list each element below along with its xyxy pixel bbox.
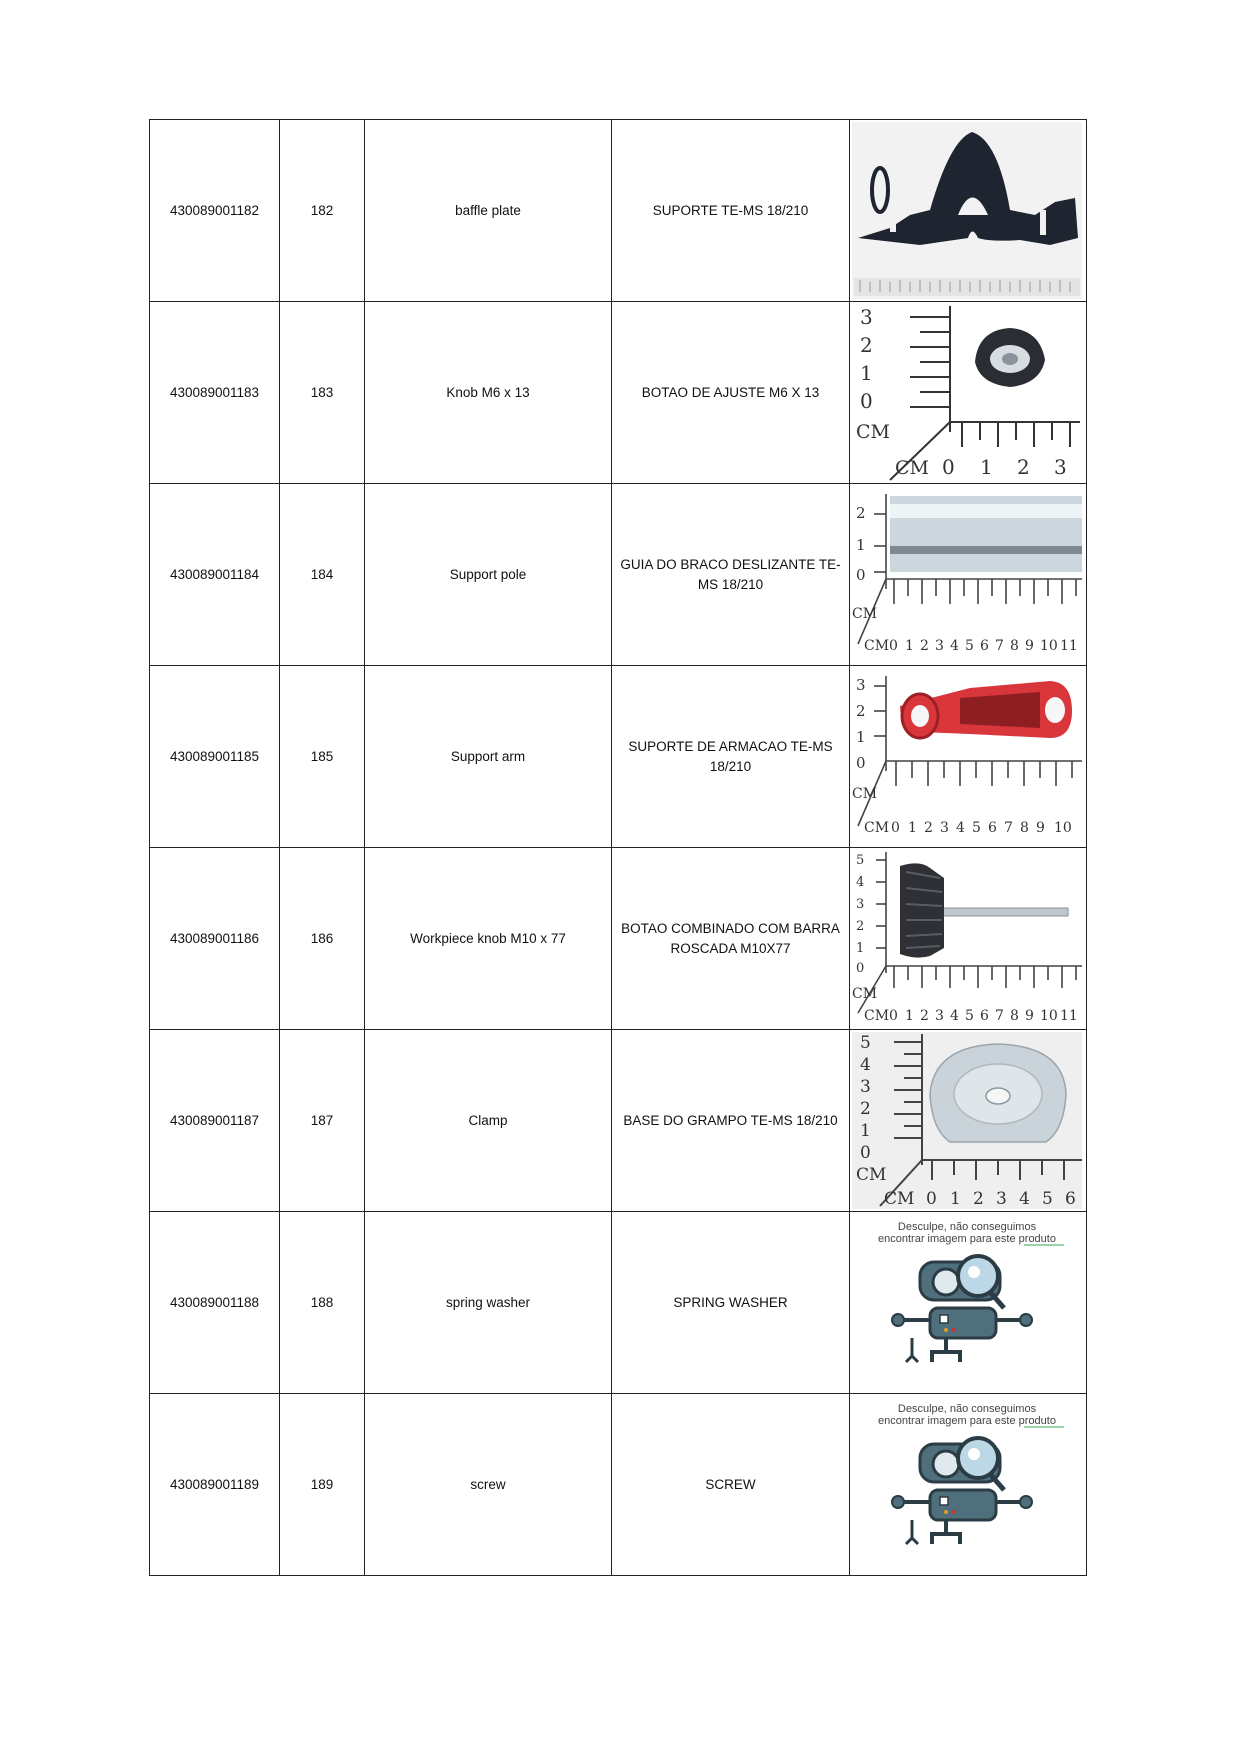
ruler-y-label: 1 [860, 1121, 871, 1141]
ruler-unit: CM [864, 638, 890, 654]
part-code: 430089001187 [150, 1030, 280, 1212]
part-name-pt: GUIA DO BRACO DESLIZANTE TE-MS 18/210 [612, 484, 850, 666]
part-name-pt: BOTAO DE AJUSTE M6 X 13 [612, 302, 850, 484]
ruler-x-label: 3 [935, 638, 944, 654]
ruler-x-label: 0 [942, 455, 955, 479]
ruler-y-label: 3 [860, 305, 873, 329]
ruler-y-label: 0 [856, 961, 865, 976]
ruler-x-label: 5 [972, 820, 981, 836]
ruler-x-label: 5 [1042, 1189, 1053, 1209]
ruler-x-label: 7 [995, 638, 1004, 654]
part-number: 189 [280, 1394, 365, 1576]
part-code: 430089001183 [150, 302, 280, 484]
ruler-unit: CM [895, 457, 929, 479]
part-name-pt: SUPORTE TE-MS 18/210 [612, 120, 850, 302]
ruler-x-label: 0 [926, 1189, 937, 1209]
ruler-y-label: 0 [860, 389, 873, 413]
part-image-cell [850, 848, 1087, 1030]
ruler-unit: CM [884, 1189, 915, 1209]
part-name-pt: SCREW [612, 1394, 850, 1576]
ruler-x-label: 1 [980, 455, 993, 479]
part-number: 183 [280, 302, 365, 484]
part-name-en: Clamp [365, 1030, 612, 1212]
part-code: 430089001184 [150, 484, 280, 666]
ruler-y-label: 0 [860, 1143, 871, 1163]
ruler-x-label: 5 [965, 638, 974, 654]
ruler-y-label: 1 [856, 536, 866, 554]
part-code: 430089001186 [150, 848, 280, 1030]
part-number: 182 [280, 120, 365, 302]
table-row [150, 1030, 1087, 1212]
support-pole-photo [850, 484, 1084, 665]
ruler-y-label: 4 [860, 1055, 871, 1075]
ruler-x-label: 5 [965, 1008, 974, 1024]
support-arm-photo [850, 666, 1084, 847]
ruler-x-label: 9 [1036, 820, 1045, 836]
clamp-photo [850, 1030, 1084, 1211]
part-number: 185 [280, 666, 365, 848]
ruler-x-label: 10 [1054, 820, 1072, 836]
ruler-x-label: 3 [935, 1008, 944, 1024]
ruler-y-label: 1 [860, 361, 873, 385]
table-row [150, 120, 1087, 302]
part-number: 184 [280, 484, 365, 666]
ruler-y-label: 2 [860, 333, 873, 357]
ruler-unit: CM [864, 1008, 890, 1024]
ruler-x-label: 9 [1025, 638, 1034, 654]
ruler-x-label: 2 [920, 1008, 929, 1024]
part-name-en: Support arm [365, 666, 612, 848]
ruler-x-label: 7 [995, 1008, 1004, 1024]
ruler-x-label: 3 [996, 1189, 1007, 1209]
no-image-placeholder [850, 1212, 1084, 1393]
ruler-y-label: 0 [856, 566, 866, 584]
ruler-x-label: 2 [973, 1189, 984, 1209]
part-image-cell [850, 1030, 1087, 1212]
ruler-y-label: 2 [856, 702, 866, 720]
part-code: 430089001189 [150, 1394, 280, 1576]
parts-table [149, 119, 1087, 1576]
ruler-x-label: 6 [980, 638, 989, 654]
ruler-x-label: 10 [1040, 638, 1058, 654]
ruler-x-label: 0 [889, 1008, 898, 1024]
table-row [150, 848, 1087, 1030]
ruler-y-label: 4 [856, 875, 865, 890]
table-row [150, 666, 1087, 848]
ruler-y-label: 3 [860, 1077, 871, 1097]
part-image-cell [850, 484, 1087, 666]
ruler-unit: CM [856, 421, 890, 443]
workpiece-knob-photo [850, 848, 1084, 1029]
ruler-y-label: 5 [860, 1033, 871, 1053]
part-number: 187 [280, 1030, 365, 1212]
no-image-placeholder [850, 1394, 1084, 1575]
ruler-x-label: 4 [950, 638, 959, 654]
ruler-x-label: 8 [1010, 1008, 1019, 1024]
ruler-x-label: 4 [956, 820, 965, 836]
ruler-x-label: 0 [891, 820, 900, 836]
placeholder-text: Desculpe, não conseguimos [897, 1221, 1037, 1233]
ruler-x-label: 6 [1065, 1189, 1076, 1209]
ruler-x-label: 3 [1054, 455, 1067, 479]
robot-magnifier-icon [892, 1438, 1032, 1544]
part-image-cell [850, 120, 1087, 302]
placeholder-text: Desculpe, não conseguimos [897, 1403, 1037, 1415]
part-number: 188 [280, 1212, 365, 1394]
ruler-x-label: 8 [1020, 820, 1029, 836]
table-row [150, 484, 1087, 666]
part-name-pt: SPRING WASHER [612, 1212, 850, 1394]
ruler-unit: CM [852, 786, 878, 802]
part-number: 186 [280, 848, 365, 1030]
robot-magnifier-icon [892, 1256, 1032, 1362]
ruler-y-label: 1 [856, 941, 865, 956]
ruler-y-label: 2 [856, 919, 865, 934]
ruler-unit: CM [852, 986, 878, 1002]
ruler-unit: CM [852, 606, 878, 622]
ruler-y-label: 5 [856, 853, 865, 868]
ruler-x-label: 2 [924, 820, 933, 836]
part-name-en: Support pole [365, 484, 612, 666]
ruler-unit: CM [856, 1165, 887, 1185]
ruler-x-label: 1 [905, 638, 914, 654]
ruler-x-label: 8 [1010, 638, 1019, 654]
part-image-cell [850, 1212, 1087, 1394]
ruler-y-label: 1 [856, 728, 866, 746]
ruler-x-label: 0 [889, 638, 898, 654]
part-name-en: Workpiece knob M10 x 77 [365, 848, 612, 1030]
ruler-unit: CM [864, 820, 890, 836]
ruler-x-label: 1 [950, 1189, 961, 1209]
ruler-x-label: 4 [950, 1008, 959, 1024]
part-name-en: spring washer [365, 1212, 612, 1394]
ruler-x-label: 6 [980, 1008, 989, 1024]
part-code: 430089001185 [150, 666, 280, 848]
ruler-x-label: 1 [908, 820, 917, 836]
ruler-y-label: 3 [856, 897, 865, 912]
ruler-x-label: 4 [1019, 1189, 1030, 1209]
ruler-x-label: 10 [1040, 1008, 1058, 1024]
table-row [150, 1212, 1087, 1394]
ruler-x-label: 11 [1060, 638, 1078, 654]
part-code: 430089001182 [150, 120, 280, 302]
table-row [150, 1394, 1087, 1576]
part-image-cell [850, 302, 1087, 484]
placeholder-text: encontrar imagem para este produto [878, 1233, 1056, 1245]
ruler-x-label: 7 [1004, 820, 1013, 836]
ruler-y-label: 2 [860, 1099, 871, 1119]
part-name-pt: BASE DO GRAMPO TE-MS 18/210 [612, 1030, 850, 1212]
ruler-y-label: 0 [856, 754, 866, 772]
ruler-x-label: 2 [920, 638, 929, 654]
part-image-cell [850, 1394, 1087, 1576]
ruler-x-label: 6 [988, 820, 997, 836]
part-name-pt: SUPORTE DE ARMACAO TE-MS 18/210 [612, 666, 850, 848]
ruler-x-label: 11 [1060, 1008, 1078, 1024]
ruler-x-label: 9 [1025, 1008, 1034, 1024]
ruler-x-label: 3 [940, 820, 949, 836]
ruler-x-label: 1 [905, 1008, 914, 1024]
part-image-cell [850, 666, 1087, 848]
part-code: 430089001188 [150, 1212, 280, 1394]
part-name-en: Knob M6 x 13 [365, 302, 612, 484]
part-name-en: baffle plate [365, 120, 612, 302]
part-name-pt: BOTAO COMBINADO COM BARRA ROSCADA M10X77 [612, 848, 850, 1030]
ruler-y-label: 2 [856, 504, 866, 522]
table-row [150, 302, 1087, 484]
part-name-en: screw [365, 1394, 612, 1576]
placeholder-text: encontrar imagem para este produto [878, 1415, 1056, 1427]
baffle-plate-photo [850, 120, 1084, 301]
ruler-y-label: 3 [856, 676, 866, 694]
ruler-x-label: 2 [1017, 455, 1030, 479]
knob-photo [850, 302, 1084, 483]
